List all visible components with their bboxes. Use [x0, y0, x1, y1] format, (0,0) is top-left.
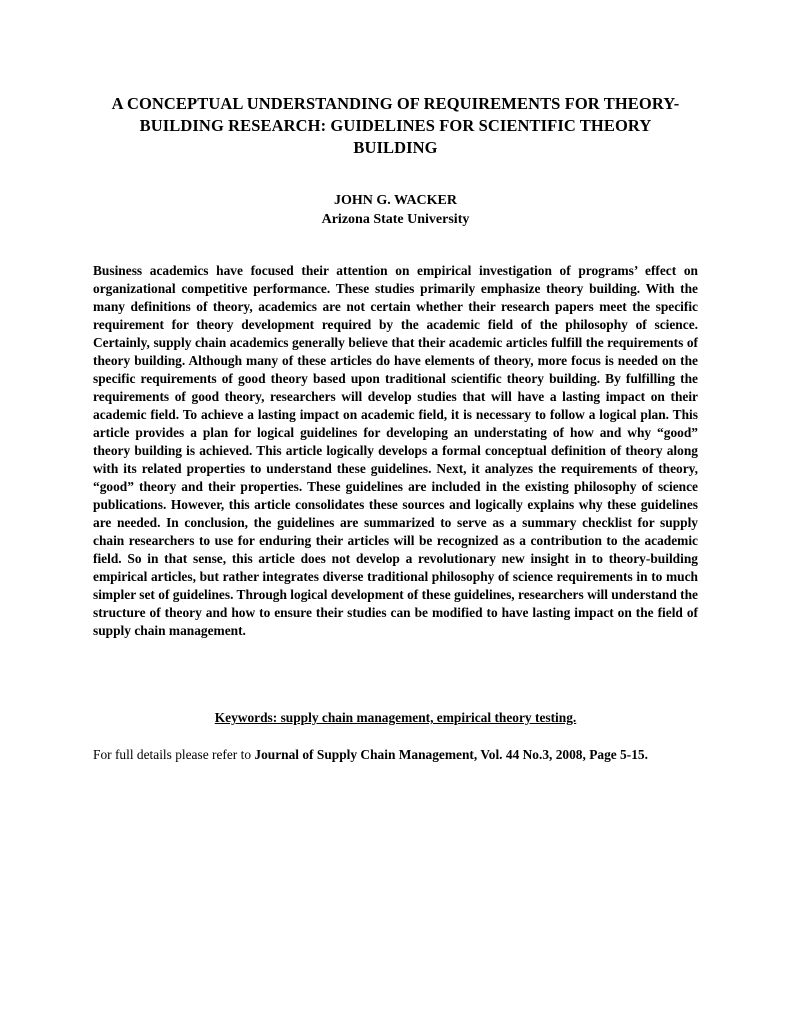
author-name: JOHN G. WACKER: [333, 193, 458, 208]
journal-citation: Journal of Supply Chain Management, Vol. 44 No.3, 2008, Page 5-15.: [254, 747, 648, 762]
paper-title: A CONCEPTUAL UNDERSTANDING OF REQUIREMENTS FOR THEORY-BUILDING RESEARCH: GUIDELINES FOR SCIENTIFIC THEORY BUILDING: [111, 94, 680, 157]
author-affiliation: Arizona State University: [321, 212, 470, 227]
reference-prefix: For full details please refer to: [93, 747, 255, 762]
author-block: [100, 191, 691, 229]
keywords-line: Keywords: supply chain management, empirical theory testing.: [214, 710, 577, 725]
reference-note: [93, 746, 698, 764]
abstract-text: Business academics have focused their attention on empirical investigation of programs’ effect on organizational competitive performance. These studies primarily emphasize theory building. With the many definitions of theory, academics are not certain whether their research papers meet the specific requirement for theory development required by the academic field of the philosophy of science. Certainly, supply chain academics generally believe that their academic articles fulfill the requirements of theory building. Although many of these articles do have elements of theory, more focus is needed on the specific requirements of good theory based upon traditional scientific theory building. By fulfilling the requirements of good theory, researchers will develop studies that will have a lasting impact on their academic field. To achieve a lasting impact on academic field, it is necessary to follow a logical plan. This article provides a plan for logical guidelines for developing an understating of how and why “good” theory building is achieved. This article logically develops a formal conceptual definition of theory along with its related properties to understand these guidelines. Next, it analyzes the requirements of theory, “good” theory and their properties. These guidelines are included in the existing philosophy of science publications. However, this article consolidates these sources and logically explains why these guidelines are needed. In conclusion, the guidelines are summarized to serve as a summary checklist for supply chain researchers to use for enduring their articles will be recognized as a contribution to the academic field. So in that sense, this article does not develop a revolutionary new insight in to theory-building empirical articles, but rather integrates diverse traditional philosophy of science requirements in to much simpler set of guidelines. Through logical development of these guidelines, researchers will understand the structure of theory and how to ensure their studies can be modified to have lasting impact on the field of supply chain management.: [93, 263, 698, 638]
